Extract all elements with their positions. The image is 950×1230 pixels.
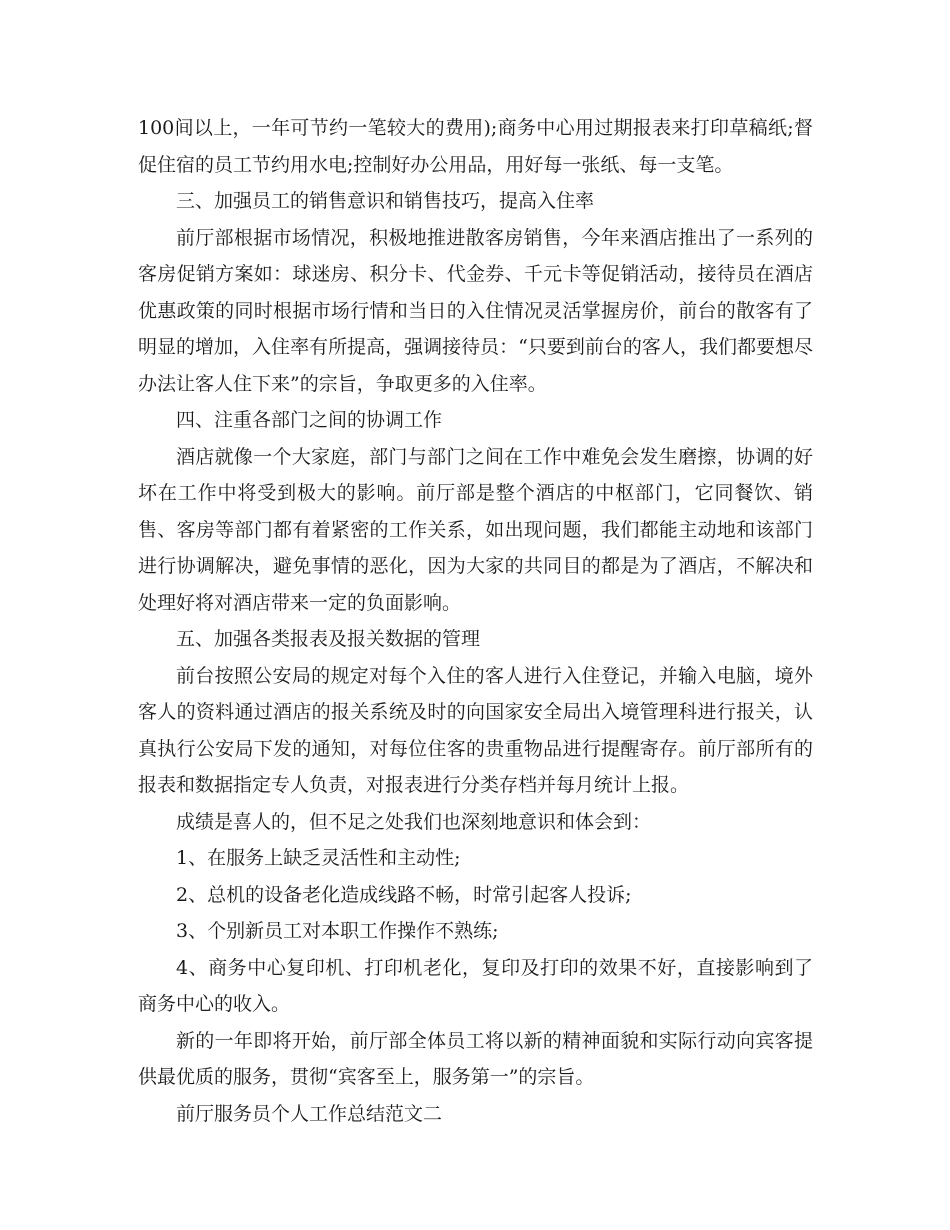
section-heading-4: 四、注重各部门之间的协调工作 [176, 409, 443, 431]
list-item-1: 1、在服务上缺乏灵活性和主动性; [176, 847, 461, 869]
list-item-2: 2、总机的设备老化造成线路不畅，时常引起客人投诉; [176, 883, 632, 906]
section-heading-3: 三、加强员工的销售意识和销售技巧，提高入住率 [176, 190, 595, 212]
section-heading-5: 五、加强各类报表及报关数据的管理 [176, 628, 481, 650]
paragraph-reports: 前台按照公安局的规定对每个入住的客人进行入住登记，并输入电脑，境外客人的资料通过酒店的报关系统及时的向国家安全局出入境管理科进行报关，认真执行公安局下发的通知，对每位住客的贵重物品进行提醒寄存。前厅部所有的报表和数据指定专人负责，对报表进行分类存档并每月统计上报。 [138, 664, 813, 796]
next-section-title: 前厅服务员个人工作总结范文二 [176, 1102, 443, 1125]
paragraph-coordination: 酒店就像一个大家庭，部门与部门之间在工作中难免会发生磨擦，协调的好坏在工作中将受到极大的影响。前厅部是整个酒店的中枢部门，它同餐饮、销售、客房等部门都有着紧密的工作关系，如出现问题，我们都能主动地和该部门进行协调解决，避免事情的恶化，因为大家的共同目的都是为了酒店，不解决和处理好将对酒店带来一定的负面影响。 [138, 445, 813, 614]
paragraph-shortcomings-intro: 成绩是喜人的，但不足之处我们也深刻地意识和体会到： [176, 810, 652, 833]
document-page [138, 110, 813, 1132]
list-item-4: 4、商务中心复印机、打印机老化，复印及打印的效果不好，直接影响到了商务中心的收入。 [138, 956, 813, 1015]
paragraph-sales: 前厅部根据市场情况，积极地推进散客房销售，今年来酒店推出了一系列的客房促销方案如：球迷房、积分卡、代金券、千元卡等促销活动，接待员在酒店优惠政策的同时根据市场行情和当日的入住情况灵活掌握房价，前台的散客有了明显的增加，入住率有所提高，强调接待员：“只要到前台的客人，我们都要想尽办法让客人住下来”的宗旨，争取更多的入住率。 [138, 226, 813, 395]
list-item-3: 3、个别新员工对本职工作操作不熟练; [176, 920, 499, 942]
paragraph-outlook: 新的一年即将开始，前厅部全体员工将以新的精神面貌和实际行动向宾客提供最优质的服务，贯彻“宾客至上，服务第一”的宗旨。 [138, 1029, 813, 1088]
paragraph-continuation: 100间以上，一年可节约一笔较大的费用);商务中心用过期报表来打印草稿纸;督促住宿的员工节约用水电;控制好办公用品，用好每一张纸、每一支笔。 [138, 117, 813, 176]
